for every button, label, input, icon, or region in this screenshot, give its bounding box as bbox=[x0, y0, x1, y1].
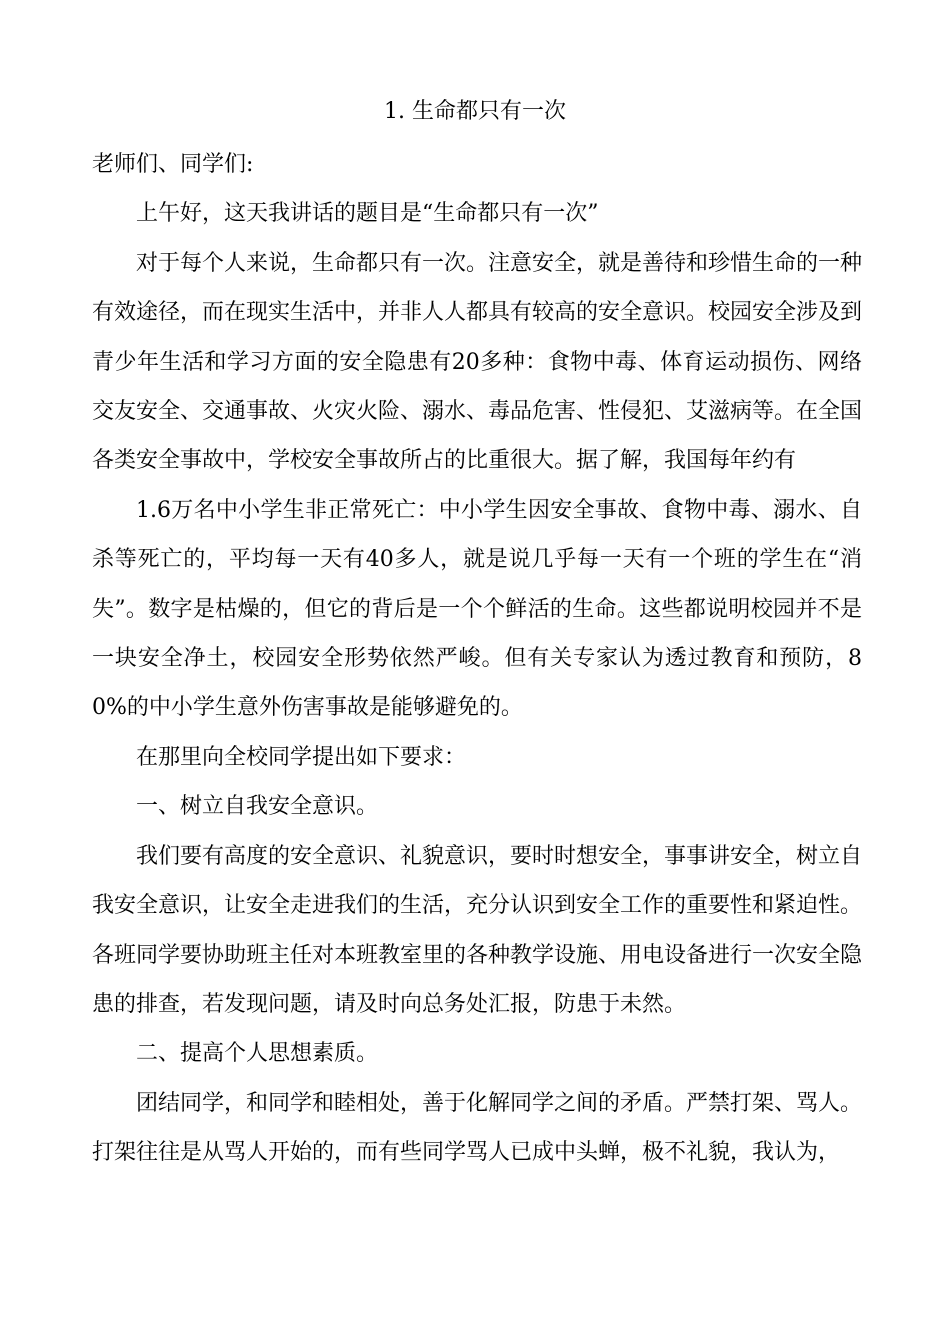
document-body bbox=[92, 140, 862, 1178]
heading-point-one: 一、树立自我安全意识。 bbox=[136, 794, 379, 820]
paragraph-statistics: 1.6万名中小学生非正常死亡：中小学生因安全事故、食物中毒、溺水、自杀等死亡的，平均每一天有40多人，就是说几乎每一天有一个班的学生在“消失”。数字是枯燥的，但它的背后是一个个鲜活的生命。这些都说明校园并不是一块安全净土，校园安全形势依然严峻。但有关专家认为透过教育和预防，80%的中小学生意外伤害事故是能够避免的。 bbox=[92, 497, 862, 721]
paragraph-requirements-intro: 在那里向全校同学提出如下要求： bbox=[136, 744, 467, 770]
paragraph-point-two: 团结同学，和同学和睦相处，善于化解同学之间的矛盾。严禁打架、骂人。打架往往是从骂人开始的，而有些同学骂人已成中头蝉，极不礼貌，我认为， bbox=[92, 1090, 863, 1166]
paragraph-point-one: 我们要有高度的安全意识、礼貌意识，要时时想安全，事事讲安全，树立自我安全意识，让安全走进我们的生活，充分认识到安全工作的重要性和紧迫性。各班同学要协助班主任对本班教室里的各种教学设施、用电设备进行一次安全隐患的排查，若发现问题，请及时向总务处汇报，防患于未然。 bbox=[92, 843, 863, 1017]
heading-point-two: 二、提高个人思想素质。 bbox=[136, 1041, 379, 1067]
salutation: 老师们、同学们: bbox=[92, 152, 254, 177]
paragraph-safety-intro: 对于每个人来说，生命都只有一次。注意安全，就是善待和珍惜生命的一种有效途径，而在现实生活中，并非人人都具有较高的安全意识。校园安全涉及到青少年生活和学习方面的安全隐患有20多种：食物中毒、体育运动损伤、网络交友安全、交通事故、火灾火险、溺水、毒品危害、性侵犯、艾滋病等。在全国各类安全事故中，学校安全事故所占的比重很大。据了解，我国每年约有 bbox=[92, 250, 863, 474]
paragraph-greeting: 上午好，这天我讲话的题目是“生命都只有一次” bbox=[136, 201, 599, 227]
document-title: 1. 生命都只有一次 bbox=[384, 99, 566, 124]
